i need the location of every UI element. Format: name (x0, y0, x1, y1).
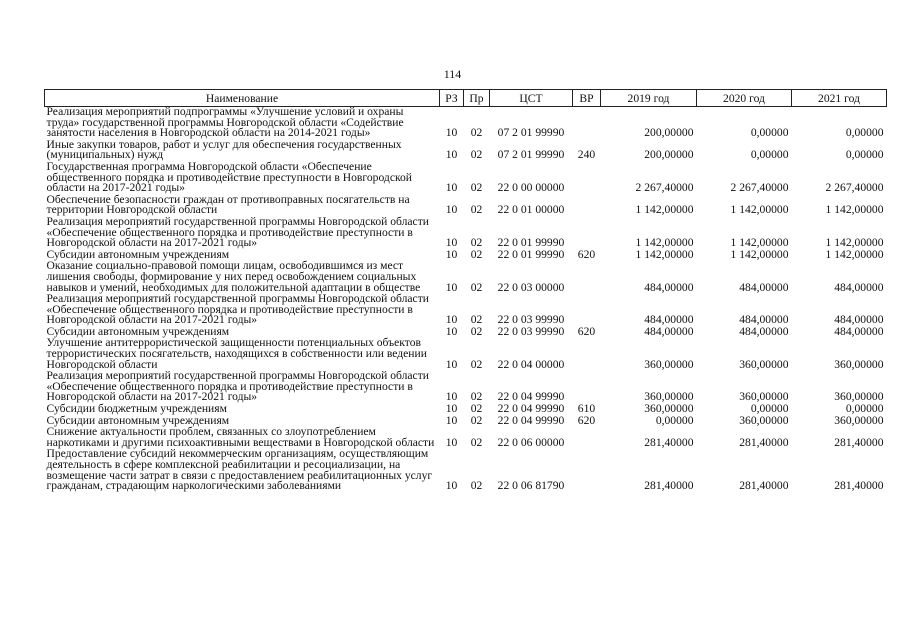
row-pr: 02 (470, 203, 483, 217)
row-rz: 10 (445, 479, 458, 493)
budget-table (44, 89, 887, 493)
row-vr (573, 195, 601, 217)
row-2021: 360,00000 (834, 413, 884, 427)
row-rz: 10 (445, 435, 458, 449)
header-2021: 2021 год (792, 90, 887, 107)
row-pr: 02 (470, 324, 483, 338)
row-rz: 10 (445, 324, 458, 338)
row-2019: 1 142,00000 (635, 236, 694, 250)
row-pr: 02 (470, 413, 483, 427)
row-cst: 22 0 00 00000 (497, 181, 565, 195)
row-2021: 360,00000 (834, 357, 884, 371)
row-2020: 1 142,00000 (730, 203, 789, 217)
row-cst: 22 0 04 99990 (497, 413, 565, 427)
row-2019: 0,00000 (655, 413, 694, 427)
header-name: Наименование (45, 90, 440, 107)
header-cst: ЦСТ (490, 90, 573, 107)
row-2019: 484,00000 (644, 313, 694, 327)
row-2021: 484,00000 (834, 324, 884, 338)
page-number: 114 (443, 67, 462, 81)
row-2019: 484,00000 (644, 280, 694, 294)
row-cst: 07 2 01 99990 (497, 148, 565, 162)
row-2021: 281,40000 (834, 435, 884, 449)
row-vr: 620 (577, 247, 596, 261)
row-rz: 10 (445, 247, 458, 261)
row-2021: 484,00000 (834, 313, 884, 327)
row-2020: 281,40000 (739, 479, 789, 493)
row-2020: 360,00000 (739, 357, 789, 371)
row-2020: 0,00000 (750, 402, 789, 416)
row-2020: 0,00000 (750, 126, 789, 140)
row-cst: 22 0 01 99990 (497, 236, 565, 250)
row-pr: 02 (470, 181, 483, 195)
row-2020: 281,40000 (739, 435, 789, 449)
row-pr: 02 (470, 390, 483, 404)
row-cst: 22 0 03 99990 (497, 324, 565, 338)
row-vr (573, 371, 601, 404)
row-rz: 10 (445, 413, 458, 427)
row-2021: 2 267,40000 (825, 181, 884, 195)
row-pr: 02 (470, 236, 483, 250)
row-name: Государственная программа Новгородской области «Обеспечение общественного порядка и противодействие преступности в Новгородской области на 2017-2021 годы» (46, 159, 413, 195)
row-rz: 10 (445, 313, 458, 327)
row-name: Реализация мероприятий государственной программы Новгородской области «Обеспечение общественного порядка и противодействие преступности в Новгородской области на 2017-2021 годы» (46, 369, 429, 404)
row-cst: 22 0 01 99990 (497, 247, 565, 261)
row-pr: 02 (470, 148, 483, 162)
row-2019: 2 267,40000 (635, 181, 694, 195)
row-2019: 360,00000 (644, 357, 694, 371)
row-name: Субсидии автономным учреждениям (46, 413, 230, 427)
row-2021: 0,00000 (845, 148, 884, 162)
row-2019: 1 142,00000 (635, 247, 694, 261)
row-name: Улучшение антитеррористической защищенности потенциальных объектов террористических посягательств, находящихся в собственности или ведении Новгородской области (46, 336, 427, 371)
header-2020: 2020 год (697, 90, 792, 107)
row-vr: 240 (577, 148, 596, 162)
table-row (45, 107, 887, 140)
row-cst: 22 0 06 81790 (497, 479, 565, 493)
row-2019: 1 142,00000 (635, 203, 694, 217)
table-row (45, 140, 887, 162)
row-rz: 10 (445, 390, 458, 404)
table-row (45, 449, 887, 492)
row-name: Субсидии бюджетным учреждениям (46, 402, 227, 416)
row-name: Снижение актуальности проблем, связанных со злоупотреблением наркотиками и другими психоактивными веществами в Новгородской области (46, 425, 435, 449)
row-cst: 22 0 04 99990 (497, 402, 565, 416)
row-2019: 360,00000 (644, 402, 694, 416)
header-2019: 2019 год (601, 90, 697, 107)
row-vr (573, 217, 601, 250)
row-pr: 02 (470, 126, 483, 140)
table-row (45, 371, 887, 404)
table-row (45, 162, 887, 195)
row-cst: 22 0 04 00000 (497, 357, 565, 371)
row-vr (573, 338, 601, 371)
row-2020: 484,00000 (739, 324, 789, 338)
row-rz: 10 (445, 203, 458, 217)
table-row (45, 217, 887, 250)
row-rz: 10 (445, 126, 458, 140)
row-name: Иные закупки товаров, работ и услуг для обеспечения государственных (муниципальных) нужд (46, 137, 402, 162)
table-row (45, 427, 887, 449)
row-pr: 02 (470, 435, 483, 449)
table-row (45, 294, 887, 327)
row-2021: 1 142,00000 (825, 203, 884, 217)
row-rz: 10 (445, 181, 458, 195)
row-2021: 1 142,00000 (825, 236, 884, 250)
row-pr: 02 (470, 313, 483, 327)
row-pr: 02 (470, 402, 483, 416)
row-name: Субсидии автономным учреждениям (46, 247, 230, 261)
row-vr: 620 (577, 413, 596, 427)
row-vr (573, 162, 601, 195)
header-pr: Пр (464, 90, 490, 107)
row-pr: 02 (470, 247, 483, 261)
row-rz: 10 (445, 402, 458, 416)
row-vr (573, 449, 601, 492)
row-2021: 360,00000 (834, 390, 884, 404)
table-body (45, 107, 887, 493)
header-rz: РЗ (440, 90, 464, 107)
table-row (45, 195, 887, 217)
row-2021: 0,00000 (845, 126, 884, 140)
row-name: Реализация мероприятий подпрограммы «Улучшение условий и охраны труда» государственной программы Новгородской области «Содействие занятости населения в Новгородской области на 2014-2021 годы» (46, 105, 404, 140)
row-cst: 22 0 03 99990 (497, 313, 565, 327)
row-2020: 2 267,40000 (730, 181, 789, 195)
row-cst: 22 0 03 00000 (497, 280, 565, 294)
row-2021: 281,40000 (834, 479, 884, 493)
row-cst: 22 0 01 00000 (497, 203, 565, 217)
row-2020: 360,00000 (739, 413, 789, 427)
row-2020: 0,00000 (750, 148, 789, 162)
row-vr (573, 261, 601, 294)
table-row (45, 338, 887, 371)
row-cst: 22 0 04 99990 (497, 390, 565, 404)
row-2020: 484,00000 (739, 280, 789, 294)
row-2020: 484,00000 (739, 313, 789, 327)
row-name: Реализация мероприятий государственной программы Новгородской области «Обеспечение общественного порядка и противодействие преступности в Новгородской области на 2017-2021 годы» (46, 214, 429, 250)
row-name: Оказание социально-правовой помощи лицам, освободившимся из мест лишения свободы, формирование у них перед освобождением социальных навыков и умений, необходимых для положительной адаптации в обществе (46, 259, 421, 294)
row-cst: 07 2 01 99990 (497, 126, 565, 140)
row-2021: 0,00000 (845, 402, 884, 416)
row-2020: 1 142,00000 (730, 236, 789, 250)
row-cst: 22 0 06 00000 (497, 435, 565, 449)
row-vr (573, 107, 601, 140)
row-rz: 10 (445, 357, 458, 371)
row-vr (573, 294, 601, 327)
header-row (45, 90, 887, 107)
row-2021: 1 142,00000 (825, 247, 884, 261)
row-2019: 484,00000 (644, 324, 694, 338)
row-name: Обеспечение безопасности граждан от противоправных посягательств на территории Новгородской области (46, 192, 410, 217)
row-2020: 1 142,00000 (730, 247, 789, 261)
row-rz: 10 (445, 280, 458, 294)
row-name: Предоставление субсидий некоммерческим организациям, осуществляющим деятельность в сфере комплексной реабилитации и ресоциализации, на возмещение части затрат в связи с предоставлением реабилитационных услуг гражданам, страдающим наркологическими заболеваниями (46, 447, 433, 493)
table-header (45, 90, 887, 107)
row-name: Субсидии автономным учреждениям (46, 324, 230, 338)
row-name: Реализация мероприятий государственной программы Новгородской области «Обеспечение общественного порядка и противодействие преступности в Новгородской области на 2017-2021 годы» (46, 292, 429, 327)
row-pr: 02 (470, 357, 483, 371)
row-vr (573, 427, 601, 449)
row-2019: 200,00000 (644, 126, 694, 140)
header-vr: ВР (573, 90, 601, 107)
row-pr: 02 (470, 479, 483, 493)
table-row (45, 261, 887, 294)
row-2021: 484,00000 (834, 280, 884, 294)
row-2019: 360,00000 (644, 390, 694, 404)
row-vr: 610 (577, 402, 596, 416)
row-2019: 281,40000 (644, 435, 694, 449)
row-vr: 620 (577, 324, 596, 338)
row-2019: 281,40000 (644, 479, 694, 493)
row-rz: 10 (445, 236, 458, 250)
row-pr: 02 (470, 280, 483, 294)
row-2020: 360,00000 (739, 390, 789, 404)
row-rz: 10 (445, 148, 458, 162)
row-2019: 200,00000 (644, 148, 694, 162)
